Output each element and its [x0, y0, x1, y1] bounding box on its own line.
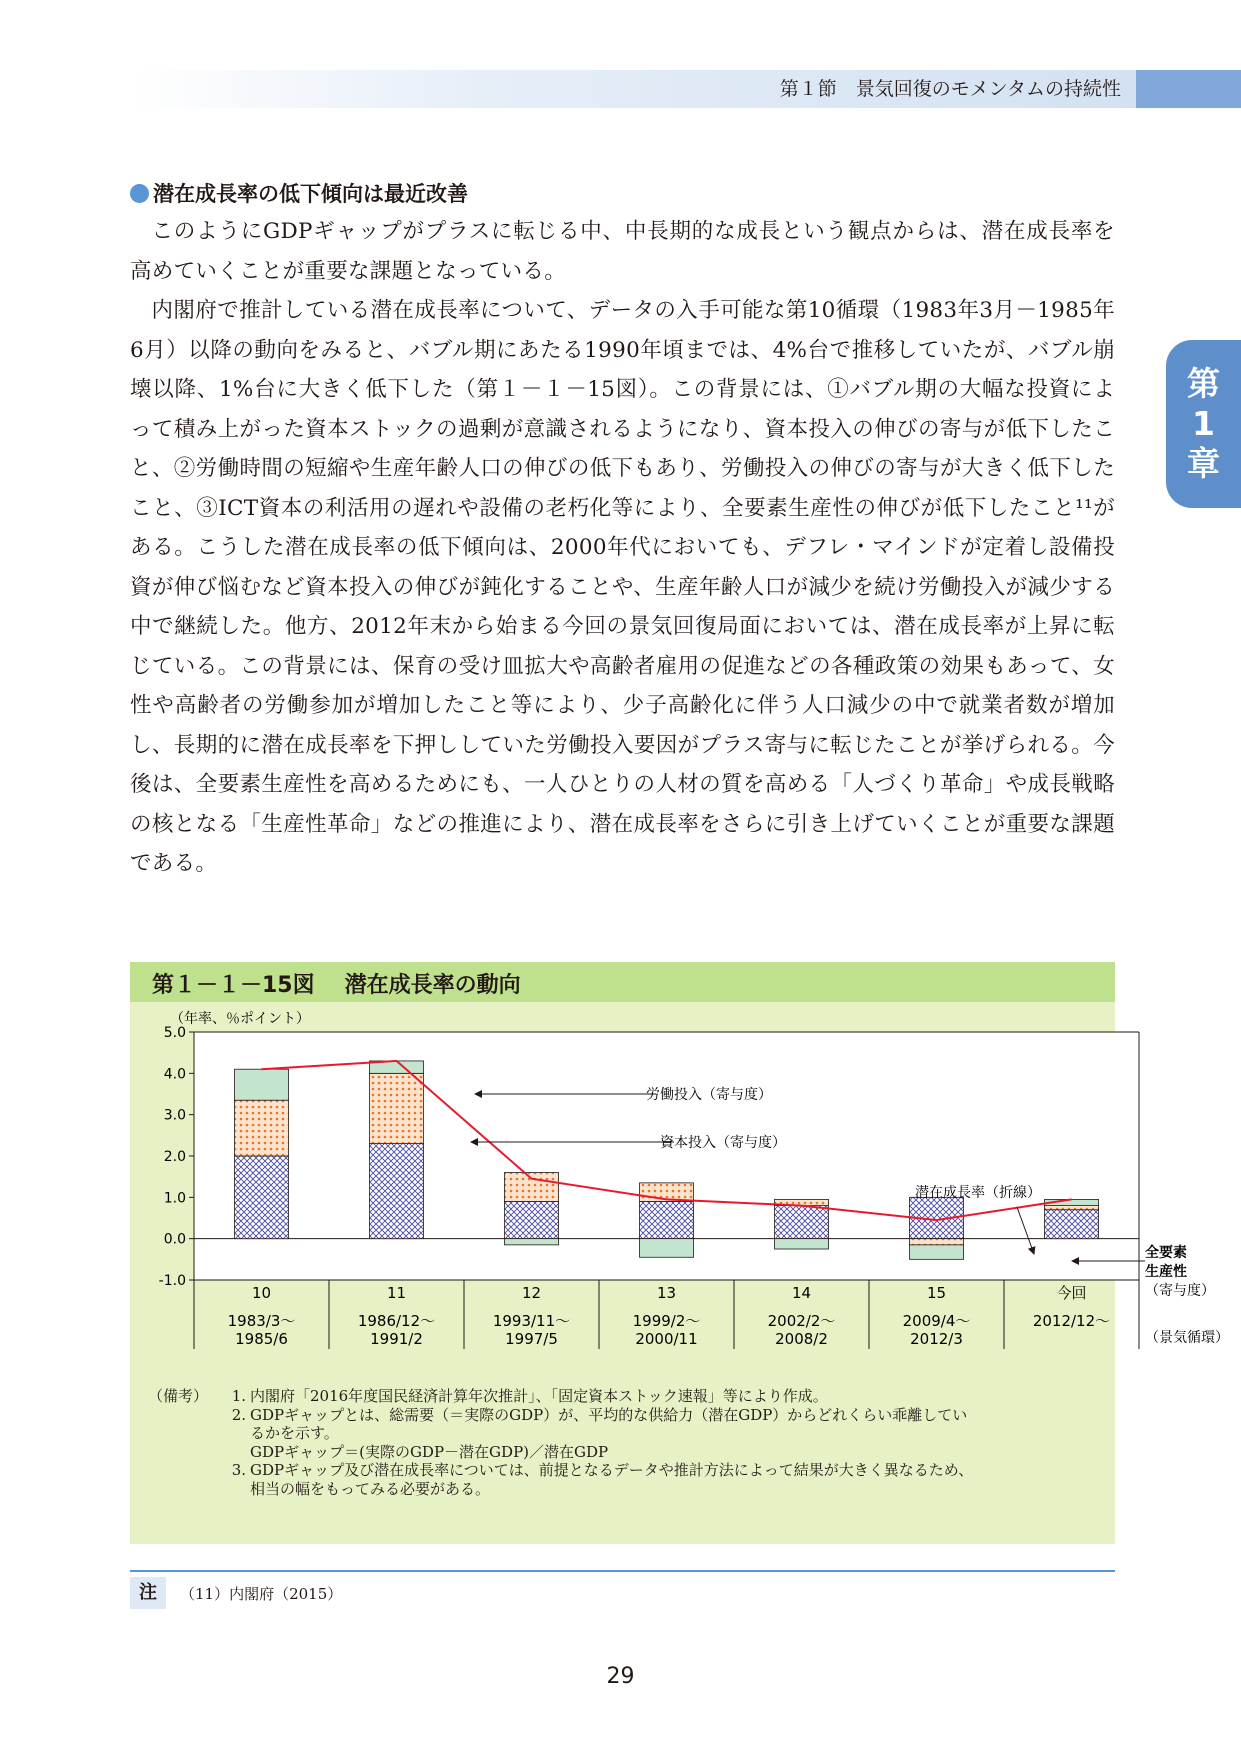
chapter-tab — [1166, 340, 1241, 508]
x-cycle-label: 13 — [656, 1284, 677, 1302]
note-number: 3. — [231, 1461, 246, 1479]
y-tick-label: 4.0 — [163, 1066, 186, 1083]
chapter-tab-char: 1 — [1192, 404, 1215, 443]
bar-labor — [775, 1239, 829, 1249]
note-text: るかを示す。 — [250, 1424, 339, 1442]
x-period-label: 2009/4～ — [902, 1312, 971, 1330]
tfp-label: （寄与度） — [1145, 1283, 1215, 1299]
section-title: 潜在成長率の低下傾向は最近改善 — [153, 182, 468, 206]
tfp-label: 生産性 — [1145, 1264, 1187, 1280]
chapter-tab-char: 章 — [1187, 444, 1220, 483]
tfp-label: 全要素 — [1145, 1245, 1187, 1261]
figure-title-bar — [130, 962, 1115, 1002]
bar-capital — [235, 1100, 289, 1156]
x-period-label: 1986/12～ — [357, 1312, 436, 1330]
x-axis — [194, 1280, 1139, 1349]
cycle-axis-label: （景気循環） — [1145, 1330, 1229, 1346]
bar-labor — [505, 1239, 559, 1245]
note-number: 1. — [231, 1387, 246, 1405]
x-period-label: 1997/5 — [505, 1330, 558, 1348]
labor-label: 労働投入（寄与度） — [646, 1087, 772, 1103]
section-heading — [130, 178, 468, 208]
bar-labor — [910, 1245, 964, 1259]
x-cycle-label: 15 — [926, 1284, 947, 1302]
note-row — [148, 1443, 1108, 1462]
header-tab — [1136, 70, 1241, 108]
x-cycle-label: 14 — [791, 1284, 812, 1302]
x-period-label: 1985/6 — [235, 1330, 288, 1348]
bar-tfp — [1045, 1210, 1099, 1239]
running-header: 第１節 景気回復のモメンタムの持続性 — [779, 78, 1121, 100]
notes — [148, 1387, 1108, 1498]
note-row — [148, 1387, 1108, 1406]
x-period-label: 2008/2 — [775, 1330, 828, 1348]
y-tick-label: 3.0 — [163, 1107, 186, 1124]
x-cycle-label: 10 — [251, 1284, 272, 1302]
paragraph: 内閣府で推計している潜在成長率について、データの入手可能な第10循環（1983年3月－1985年6月）以降の動向をみると、バブル期にあたる1990年頃までは、4%台で推移していたが、バブル崩壊以降、1%台に大きく低下した（第１－１－15図）。この背景には、①バブル期の大幅な投資によって積み上がった資本ストックの過剰が意識されるようになり、資本投入の伸びの寄与が低下したこと、②労働時間の短縮や生産年齢人口の伸びの低下もあり、労働投入の伸びの寄与が大きく低下したこと、③ICT資本の利活用の遅れや設備の老朽化等により、全要素生産性の伸びが低下したこと¹¹がある。こうした潜在成長率の低下傾向は、2000年代においても、デフレ・マインドが定着し設備投資が伸び悩むなど資本投入の伸びが鈍化することや、生産年齢人口が減少を続け労働投入が減少する中で継続した。他方、2012年末から始まる今回の景気回復局面においては、潜在成長率が上昇に転じている。この背景には、保育の受け皿拡大や高齢者雇用の促進などの各種政策の効果もあって、女性や高齢者の労働参加が増加したこと等により、少子高齢化に伴う人口減少の中で就業者数が増加し、長期的に潜在成長率を下押ししていた労働投入要因がプラス寄与に転じたことが挙げられる。今後は、全要素生産性を高めるためにも、一人ひとりの人材の質を高める「人づくり革命」や成長戦略の核となる「生産性革命」などの推進により、潜在成長率をさらに引き上げていくことが重要な課題である。 — [130, 298, 1115, 876]
x-cycle-label: 12 — [521, 1284, 542, 1302]
bar-tfp — [235, 1156, 289, 1239]
x-period-label: 2002/2～ — [767, 1312, 836, 1330]
x-period-label: 1983/3～ — [227, 1312, 296, 1330]
y-tick-label: -1.0 — [158, 1273, 186, 1289]
note-text: GDPギャップ＝(実際のGDP－潜在GDP)／潜在GDP — [250, 1442, 609, 1461]
x-period-label: 1999/2～ — [632, 1312, 701, 1330]
figure-box — [130, 962, 1229, 1544]
potential-label: 潜在成長率（折線） — [915, 1185, 1041, 1201]
paragraph: このようにGDPギャップがプラスに転じる中、中長期的な成長という観点からは、潜在成長率を高めていくことが重要な課題となっている。 — [130, 219, 1115, 284]
note-text: 内閣府「2016年度国民経済計算年次推計」、「固定資本ストック速報」等により作成。 — [250, 1387, 828, 1405]
bar-tfp — [370, 1144, 424, 1239]
note-row — [148, 1461, 1108, 1480]
footnote-rule — [130, 1570, 1115, 1572]
potential-growth-chart — [130, 1002, 1229, 1387]
note-text: GDPギャップとは、総需要（＝実際のGDP）が、平均的な供給力（潜在GDP）からどれくらい乖離してい — [250, 1405, 968, 1424]
bar-labor — [235, 1069, 289, 1100]
note-row — [148, 1406, 1108, 1425]
bullet-dot-icon — [130, 184, 149, 203]
bar-tfp — [505, 1201, 559, 1238]
note-number: 2. — [231, 1405, 246, 1424]
figure-number: 第１－１－15図 — [152, 973, 315, 998]
chapter-tab-char: 第 — [1187, 364, 1220, 403]
note-row — [148, 1480, 1108, 1499]
x-period-label: 2012/3 — [910, 1330, 963, 1348]
footnote-text: （11）内閣府（2015） — [180, 1585, 343, 1603]
bar-capital — [505, 1173, 559, 1202]
figure-title — [152, 968, 551, 999]
bar-capital — [910, 1239, 964, 1245]
x-period-label: 1991/2 — [370, 1330, 423, 1348]
note-text: GDPギャップ及び潜在成長率については、前提となるデータや推計方法によって結果が大きく異なるため、 — [250, 1461, 974, 1479]
bar-capital — [370, 1073, 424, 1143]
notes-head: （備考） — [148, 1387, 209, 1405]
x-period-label: 2012/12～ — [1032, 1312, 1111, 1330]
figure-caption: 潜在成長率の動向 — [344, 973, 521, 998]
y-tick-label: 2.0 — [163, 1149, 186, 1165]
y-tick-label: 5.0 — [163, 1025, 186, 1041]
note-text: 相当の幅をもってみる必要がある。 — [250, 1479, 491, 1498]
x-period-label: 2000/11 — [635, 1330, 698, 1348]
note-row — [148, 1424, 1108, 1443]
page-number: 29 — [606, 1664, 635, 1689]
y-unit-label: （年率、％ポイント） — [170, 1011, 310, 1027]
x-cycle-label: 11 — [386, 1284, 407, 1302]
y-tick-label: 1.0 — [163, 1190, 186, 1207]
y-tick-label: 0.0 — [163, 1231, 186, 1248]
bar-tfp — [640, 1201, 694, 1238]
capital-label: 資本投入（寄与度） — [660, 1135, 786, 1151]
x-period-label: 1993/11～ — [492, 1312, 571, 1330]
x-cycle-label: 今回 — [1056, 1284, 1087, 1302]
footnote-label: 注 — [130, 1577, 166, 1609]
bar-labor — [640, 1239, 694, 1258]
bar-capital — [1045, 1206, 1099, 1210]
body-text — [130, 212, 1115, 884]
bar-tfp — [775, 1206, 829, 1239]
